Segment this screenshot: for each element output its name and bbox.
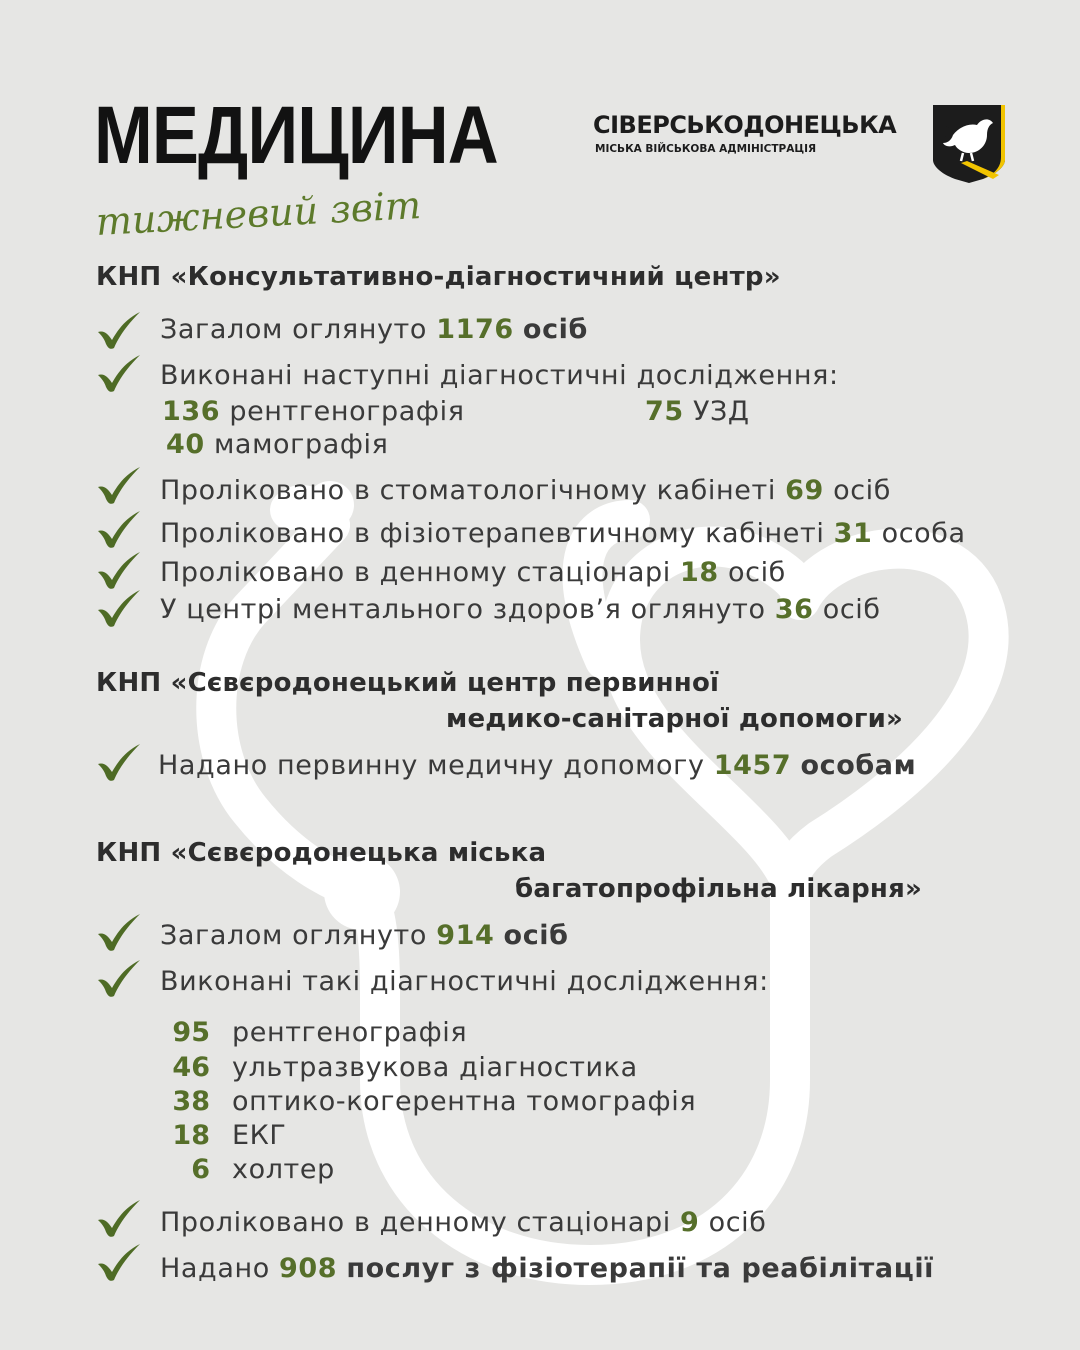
checkmark-icon bbox=[96, 958, 142, 998]
s3-stat-label: рентгенографія bbox=[232, 1017, 468, 1048]
bird-emblem-icon bbox=[933, 105, 1005, 183]
checkmark-icon bbox=[96, 465, 142, 505]
s1-item1: Загалом оглянуто 1176 осіб bbox=[160, 314, 588, 345]
s3-item2: Виконані такі діагностичні дослідження: bbox=[160, 966, 769, 997]
section3-heading-line2: багатопрофільна лікарня» bbox=[515, 874, 922, 904]
checkmark-icon bbox=[96, 353, 142, 393]
section3-heading-line1: КНП «Сєвєродонецька міська bbox=[96, 838, 547, 868]
checkmark-icon bbox=[96, 550, 142, 590]
s3-stat-num: 95 bbox=[172, 1017, 210, 1048]
s1-mammo: 40 мамографія bbox=[166, 429, 389, 460]
s1-item2: Виконані наступні діагностичні дослідження: bbox=[160, 360, 839, 391]
s3-item3: Проліковано в денному стаціонарі 9 осіб bbox=[160, 1207, 767, 1238]
checkmark-icon bbox=[96, 742, 142, 782]
page-title: МЕДИЦИНА bbox=[94, 90, 498, 181]
section1-heading: КНП «Консультативно-діагностичний центр» bbox=[96, 262, 781, 292]
logo-subtitle: МІСЬКА ВІЙСЬКОВА АДМІНІСТРАЦІЯ bbox=[595, 143, 817, 155]
page-subtitle: тижневий звіт bbox=[94, 182, 423, 244]
s1-item3: Проліковано в стоматологічному кабінеті 69 осіб bbox=[160, 475, 892, 506]
s3-stat-label: ЕКГ bbox=[232, 1120, 287, 1151]
s3-item4: Надано 908 послуг з фізіотерапії та реабілітації bbox=[160, 1253, 935, 1284]
checkmark-icon bbox=[96, 509, 142, 549]
s1-item5: Проліковано в денному стаціонарі 18 осіб bbox=[160, 557, 786, 588]
s1-uzd: 75 УЗД bbox=[645, 396, 750, 427]
section2-heading-line1: КНП «Сєвєродонецький центр первинної bbox=[96, 668, 720, 698]
s3-stat-num: 6 bbox=[191, 1154, 210, 1185]
checkmark-icon bbox=[96, 310, 142, 350]
checkmark-icon bbox=[96, 588, 142, 628]
checkmark-icon bbox=[96, 1198, 142, 1238]
s3-stat-num: 18 bbox=[172, 1120, 210, 1151]
s3-stat-label: холтер bbox=[232, 1154, 335, 1185]
s3-item1: Загалом оглянуто 914 осіб bbox=[160, 920, 569, 951]
checkmark-icon bbox=[96, 1242, 142, 1282]
s3-stat-label: оптико-когерентна томографія bbox=[232, 1086, 697, 1117]
logo-name: СІВЕРСЬКОДОНЕЦЬКА bbox=[593, 111, 897, 139]
s2-item1: Надано первинну медичну допомогу 1457 особам bbox=[158, 750, 917, 781]
s1-item6: У центрі ментального здоров’я оглянуто 36 осіб bbox=[160, 594, 881, 625]
s3-stat-num: 46 bbox=[172, 1052, 210, 1083]
checkmark-icon bbox=[96, 912, 142, 952]
s3-stat-label: ультразвукова діагностика bbox=[232, 1052, 638, 1083]
s3-stat-num: 38 bbox=[172, 1086, 210, 1117]
s1-item4: Проліковано в фізіотерапевтичному кабінеті 31 особа bbox=[160, 518, 966, 549]
section2-heading-line2: медико-санітарної допомоги» bbox=[446, 704, 904, 734]
s1-xray: 136 рентгенографія bbox=[162, 396, 465, 427]
